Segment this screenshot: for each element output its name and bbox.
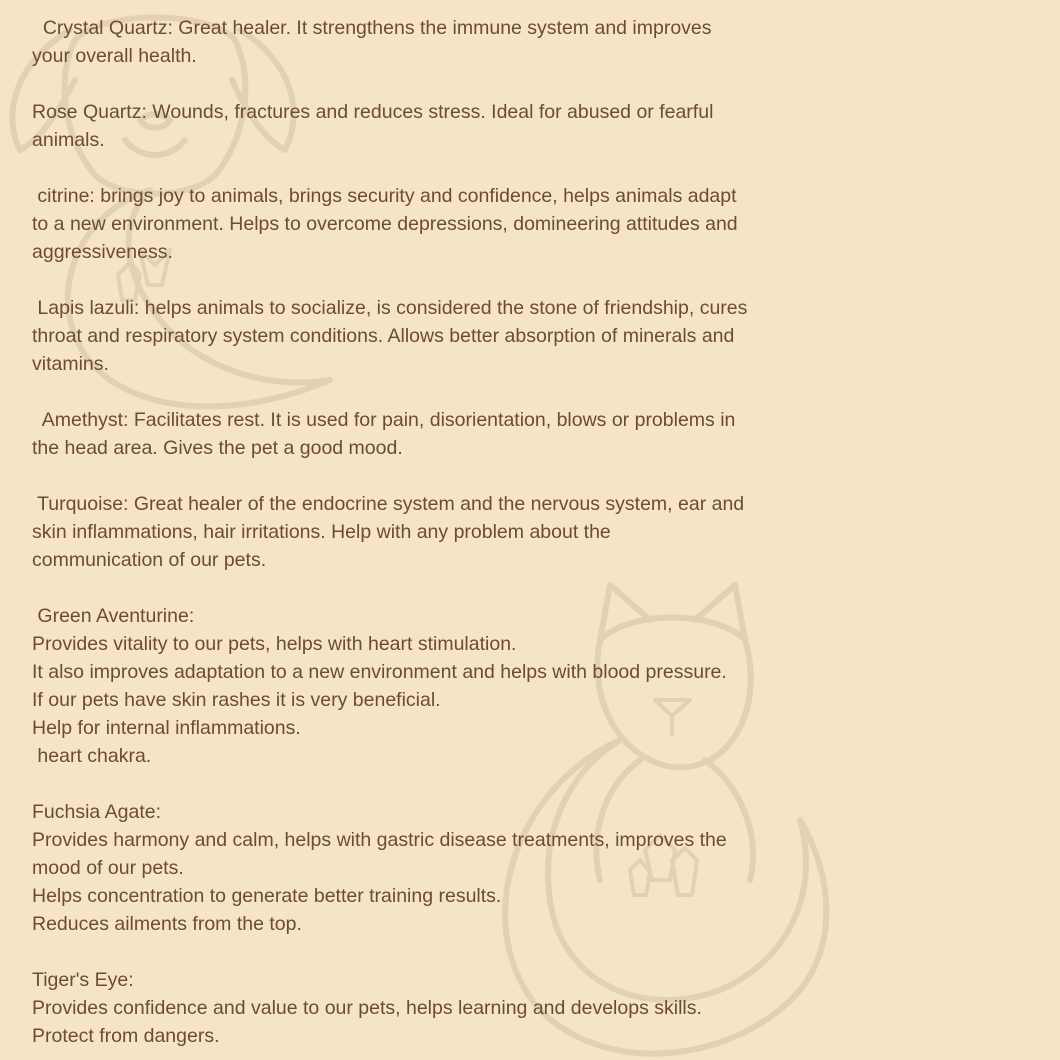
- text-line: Tiger's Eye:: [32, 969, 134, 991]
- text-line: [32, 154, 812, 182]
- text-line: to a new environment. Helps to overcome depressions, domineering attitudes and: [32, 213, 738, 235]
- text-line: citrine: brings joy to animals, brings security and confidence, helps animals adapt: [32, 185, 737, 207]
- text-line: Fuchsia Agate:: [32, 801, 161, 823]
- text-line: mood of our pets.: [32, 857, 184, 879]
- text-line: skin inflammations, hair irritations. Help with any problem about the: [32, 521, 611, 543]
- text-line: [32, 462, 812, 490]
- text-line: Rose Quartz: Wounds, fractures and reduces stress. Ideal for abused or fearful: [32, 101, 714, 123]
- text-line: your overall health.: [32, 45, 197, 67]
- text-line: Green Aventurine:: [32, 605, 195, 627]
- text-line: Provides harmony and calm, helps with gastric disease treatments, improves the: [32, 829, 727, 851]
- text-line: [32, 770, 812, 798]
- text-line: the head area. Gives the pet a good mood.: [32, 437, 403, 459]
- text-line: aggressiveness.: [32, 241, 173, 263]
- text-line: [32, 574, 812, 602]
- text-line: [32, 70, 812, 98]
- text-line: Protect from dangers.: [32, 1025, 220, 1047]
- text-line: Crystal Quartz: Great healer. It strengthens the immune system and improves: [32, 17, 712, 39]
- text-line: Provides confidence and value to our pets, helps learning and develops skills.: [32, 997, 702, 1019]
- crystal-benefits-text: [32, 14, 812, 1050]
- text-line: Provides vitality to our pets, helps with heart stimulation.: [32, 633, 517, 655]
- text-line: throat and respiratory system conditions. Allows better absorption of minerals and: [32, 325, 735, 347]
- text-line: animals.: [32, 129, 105, 151]
- text-line: [32, 266, 812, 294]
- text-line: communication of our pets.: [32, 549, 267, 571]
- text-line: Helps concentration to generate better training results.: [32, 885, 502, 907]
- text-line: heart chakra.: [32, 745, 152, 767]
- text-line: Turquoise: Great healer of the endocrine system and the nervous system, ear and: [32, 493, 745, 515]
- text-line: [32, 378, 812, 406]
- text-line: [32, 938, 812, 966]
- text-line: Reduces ailments from the top.: [32, 913, 302, 935]
- text-line: If our pets have skin rashes it is very beneficial.: [32, 689, 441, 711]
- text-line: Help for internal inflammations.: [32, 717, 301, 739]
- text-line: vitamins.: [32, 353, 109, 375]
- text-line: It also improves adaptation to a new environment and helps with blood pressure.: [32, 661, 727, 683]
- text-line: Amethyst: Facilitates rest. It is used for pain, disorientation, blows or problems in: [32, 409, 736, 431]
- text-line: Lapis lazuli: helps animals to socialize, is considered the stone of friendship, cures: [32, 297, 748, 319]
